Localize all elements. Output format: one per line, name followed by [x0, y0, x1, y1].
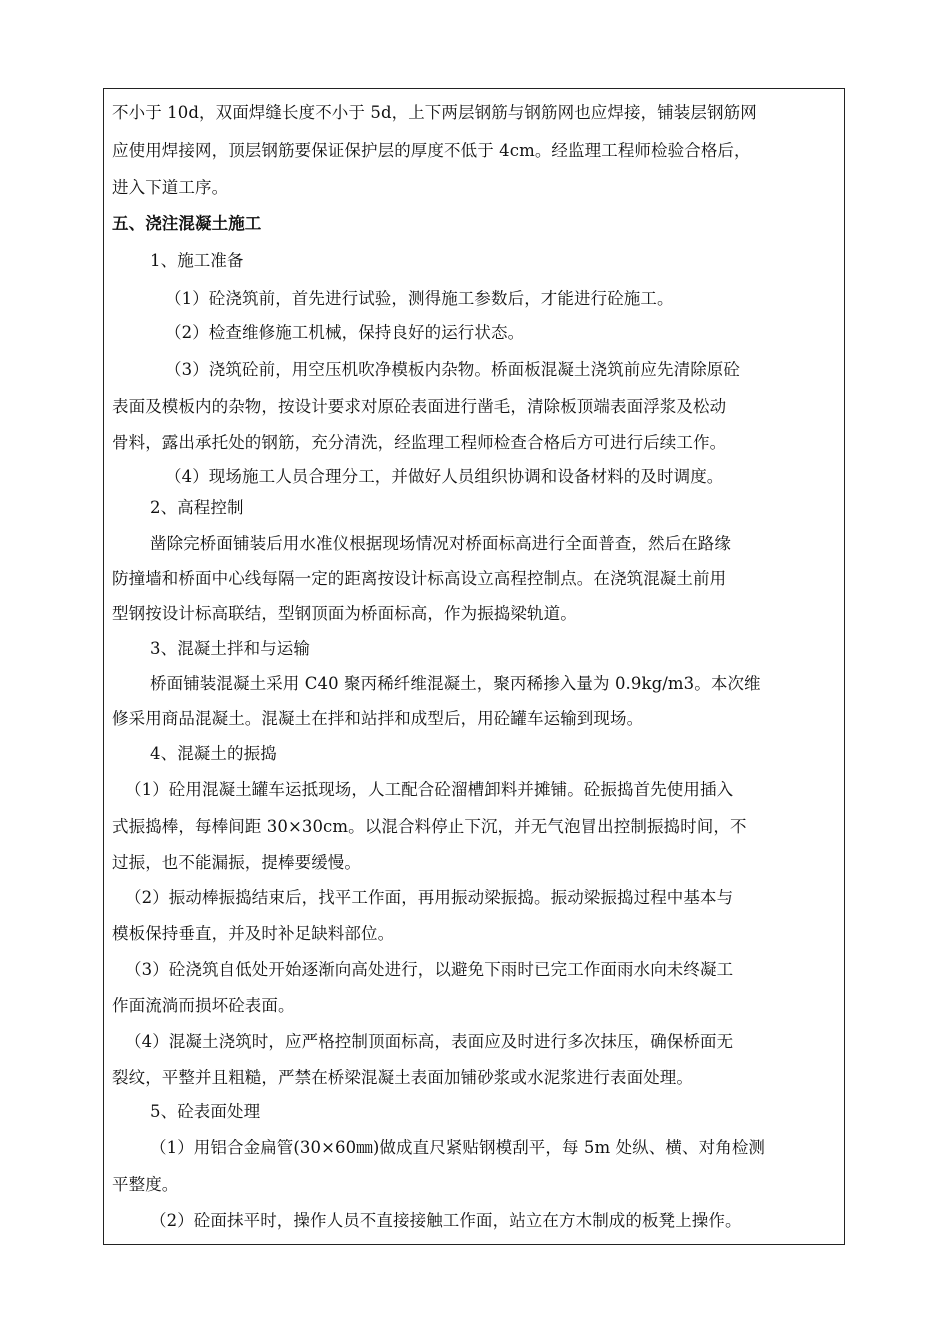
subsection-heading: 2、高程控制 — [150, 498, 244, 517]
text-line: 不小于 10d，双面焊缝长度不小于 5d，上下两层钢筋与钢筋网也应焊接，铺装层钢筋网 — [112, 103, 757, 122]
section-heading: 五、浇注混凝土施工 — [112, 214, 262, 233]
subsection-heading: 5、砼表面处理 — [150, 1102, 261, 1121]
text-line: 应使用焊接网，顶层钢筋要保证保护层的厚度不低于 4cm。经监理工程师检验合格后， — [112, 141, 751, 160]
text-line: 表面及模板内的杂物，按设计要求对原砼表面进行凿毛，清除板顶端表面浮浆及松动 — [112, 397, 727, 416]
text-line: （1）用铝合金扁管(30×60㎜)做成直尺紧贴钢模刮平，每 5m 处纵、横、对角检测 — [150, 1138, 766, 1157]
subsection-heading: 1、施工准备 — [150, 251, 244, 270]
text-line: （4）现场施工人员合理分工，并做好人员组织协调和设备材料的及时调度。 — [165, 467, 724, 486]
text-line: 过振，也不能漏振，提棒要缓慢。 — [112, 853, 361, 872]
text-line: （2）检查维修施工机械，保持良好的运行状态。 — [165, 323, 525, 342]
text-line: 修采用商品混凝土。混凝土在拌和站拌和成型后，用砼罐车运输到现场。 — [112, 709, 644, 728]
text-line: （4）混凝土浇筑时，应严格控制顶面标高，表面应及时进行多次抹压，确保桥面无 — [125, 1032, 734, 1051]
text-line: 平整度。 — [112, 1175, 179, 1194]
text-line: （3）浇筑砼前，用空压机吹净模板内杂物。桥面板混凝土浇筑前应先清除原砼 — [165, 360, 740, 379]
text-line: 防撞墙和桥面中心线每隔一定的距离按设计标高设立高程控制点。在浇筑混凝土前用 — [112, 569, 727, 588]
text-line: 桥面铺装混凝土采用 C40 聚丙稀纤维混凝土，聚丙稀掺入量为 0.9kg/m3。本次维 — [150, 674, 761, 693]
text-line: （1）砼用混凝土罐车运抵现场，人工配合砼溜槽卸料并摊铺。砼振捣首先使用插入 — [125, 780, 734, 799]
text-line: （1）砼浇筑前，首先进行试验，测得施工参数后，才能进行砼施工。 — [165, 289, 674, 308]
text-line: 式振捣棒，每棒间距 30×30cm。以混合料停止下沉，并无气泡冒出控制振捣时间，不 — [112, 817, 747, 836]
subsection-heading: 3、混凝土拌和与运输 — [150, 639, 310, 658]
text-line: 凿除完桥面铺装后用水准仪根据现场情况对桥面标高进行全面普查，然后在路缘 — [150, 534, 731, 553]
text-line: 进入下道工序。 — [112, 178, 229, 197]
text-line: 作面流淌而损坏砼表面。 — [112, 996, 295, 1015]
text-line: （3）砼浇筑自低处开始逐渐向高处进行，以避免下雨时已完工作面雨水向未终凝工 — [125, 960, 734, 979]
subsection-heading: 4、混凝土的振捣 — [150, 744, 277, 763]
text-line: 骨料，露出承托处的钢筋，充分清洗，经监理工程师检查合格后方可进行后续工作。 — [112, 433, 727, 452]
text-line: （2）振动棒振捣结束后，找平工作面，再用振动梁振捣。振动梁振捣过程中基本与 — [125, 888, 734, 907]
text-line: 型钢按设计标高联结，型钢顶面为桥面标高，作为振捣梁轨道。 — [112, 604, 577, 623]
text-line: （2）砼面抹平时，操作人员不直接接触工作面，站立在方木制成的板凳上操作。 — [150, 1211, 742, 1230]
text-line: 裂纹，平整并且粗糙，严禁在桥梁混凝土表面加铺砂浆或水泥浆进行表面处理。 — [112, 1068, 693, 1087]
text-line: 模板保持垂直，并及时补足缺料部位。 — [112, 924, 395, 943]
